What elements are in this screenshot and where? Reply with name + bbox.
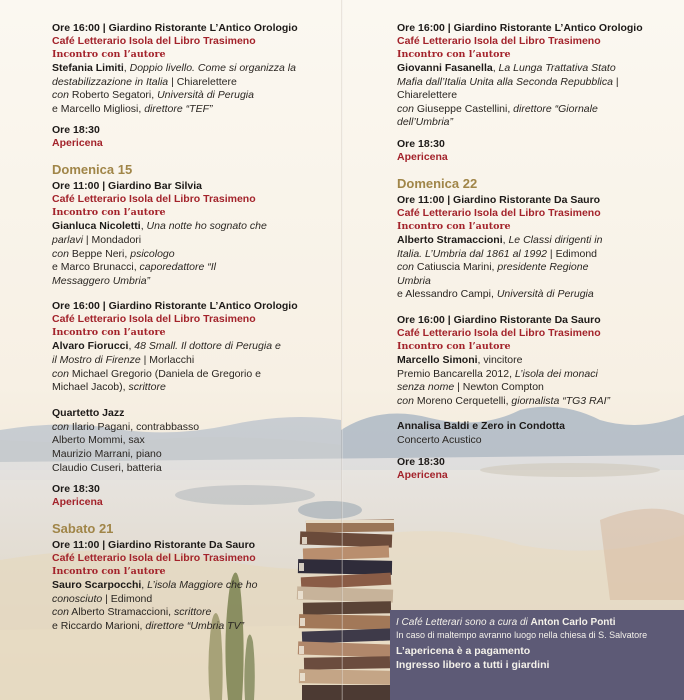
event-stefania-limiti (52, 22, 337, 150)
musician: Maurizio Marrani, piano (52, 447, 162, 460)
with-label: con (52, 247, 69, 260)
book-title: 48 Small. Il dottore di Perugia e il Mostro di Firenze (52, 340, 281, 366)
event-time: Ore 16:00 | Giardino Ristorante L’Antico Orologio (52, 300, 298, 313)
curator-prefix: I Café Letterari sono a cura di (396, 617, 528, 628)
guest-role: direttore “Umbria TV” (145, 619, 244, 632)
with-label: con (52, 420, 69, 433)
info-box (390, 610, 684, 700)
event-cafe: Café Letterario Isola del Libro Trasimeno (397, 326, 601, 339)
bad-weather-note: In caso di maltempo avranno luogo nella chiesa di S. Salvatore (396, 630, 648, 640)
with-label: con (52, 89, 69, 102)
apericena-label: Apericena (397, 150, 448, 163)
book-title: L’isola Maggiore che ho conosciuto (52, 579, 258, 605)
author-name: Giovanni Fasanella (397, 62, 493, 74)
guest-role: caporedattore “Il Messaggero Umbria” (52, 261, 217, 287)
prize: Premio Bancarella 2012, (397, 367, 512, 380)
with-label: con (397, 102, 414, 115)
musicians-list (52, 421, 337, 475)
author-name: Alvaro Fiorucci (52, 340, 129, 353)
apericena-label: Apericena (397, 468, 448, 481)
event-type: Incontro con l’autore (397, 220, 511, 232)
left-column (52, 22, 337, 645)
event-alberto-stramaccioni (397, 194, 677, 302)
event-quartetto-jazz (52, 407, 337, 509)
guest-role: scrittore (128, 381, 166, 394)
right-column (397, 22, 677, 494)
author-name: Stefania Limiti (52, 62, 124, 74)
musician: Alberto Mommi, sax (52, 434, 145, 447)
book-title: Doppio livello. Come si organizza la destabilizzazione in Italia (52, 62, 296, 88)
apericena-payment-note: L’apericena è a pagamento (396, 645, 531, 657)
event-cafe: Café Letterario Isola del Libro Trasimeno (52, 35, 256, 47)
event-cafe: Café Letterario Isola del Libro Trasimeno (52, 193, 256, 206)
publisher: Newton Compton (462, 381, 544, 394)
event-time: Ore 16:00 | Giardino Ristorante Da Sauro (397, 313, 601, 326)
concert-title: Annalisa Baldi e Zero in Condotta (397, 420, 566, 433)
and-label: e (52, 261, 58, 274)
author-name: Marcello Simoni (397, 353, 478, 366)
with-label: con (52, 367, 69, 380)
publisher: Chiarelettere (176, 75, 237, 88)
event-type: Incontro con l’autore (397, 49, 511, 60)
event-type: Incontro con l’autore (52, 566, 166, 578)
guest-name: Alberto Stramaccioni, (71, 606, 172, 619)
event-description: Giovanni Fasanella, La Lunga Trattativa Stato Mafia dall’Italia Unita alla Seconda Repubblica | Chiarelettere con Giuseppe Castellini, direttore “Giornale dell’Umbria” (397, 62, 619, 129)
guest-name: Moreno Cerquetelli, (416, 394, 509, 407)
event-description: Sauro Scarpocchi, L’isola Maggiore che ho conosciuto | Edimond con Alberto Stramaccioni, scrittore e Riccardo Marioni, direttore “Umbria TV” (52, 579, 258, 632)
event-type: Incontro con l’autore (397, 340, 511, 352)
event-description: Marcello Simoni, vincitore Premio Bancarella 2012, L’isola dei monaci senza nome | Newton Compton con Moreno Cerquetelli, giornalista “TG3 RAI” (397, 353, 611, 407)
event-marcello-simoni (397, 314, 677, 408)
event-type: Incontro con l’autore (52, 207, 166, 219)
book-title: Una notte ho sognato che parlavi (52, 220, 267, 246)
guest-name: Catiuscia Marini, (416, 261, 495, 274)
event-time: Ore 16:00 | Giardino Ristorante L’Antico Orologio (397, 22, 643, 34)
guest-name: Alessandro Campi, (405, 288, 494, 301)
event-description: Gianluca Nicoletti, Una notte ho sognato che parlavi | Mondadori con Beppe Neri, psicologo e Marco Brunacci, caporedattore “Il Messaggero Umbria” (52, 220, 267, 287)
with-label: con (397, 394, 414, 407)
apericena-time: Ore 18:30 (397, 455, 445, 468)
apericena-label: Apericena (52, 137, 103, 150)
book-title: La Lunga Trattativa Stato Mafia dall’Italia Unita alla Seconda Repubblica (397, 62, 616, 88)
event-cafe: Café Letterario Isola del Libro Trasimeno (52, 552, 256, 565)
event-type: Incontro con l’autore (52, 327, 166, 339)
guest-role: direttore “TEF” (144, 102, 213, 115)
event-annalisa-baldi (397, 420, 677, 482)
page-fold (341, 0, 343, 700)
guest-name: Riccardo Marioni, (60, 619, 143, 632)
event-time: Ore 16:00 | Giardino Ristorante L’Antico Orologio (52, 22, 298, 34)
guest-role: giornalista “TG3 RAI” (511, 394, 611, 407)
guest-name: Marco Brunacci, (60, 261, 137, 274)
guest-role: Università di Perugia (496, 288, 594, 301)
book-title: Le Classi dirigenti in Italia. L’Umbria dal 1861 al 1992 (397, 233, 603, 260)
event-time: Ore 11:00 | Giardino Bar Silvia (52, 180, 203, 193)
and-label: e (52, 619, 58, 632)
author-name: Sauro Scarpocchi (52, 579, 142, 592)
event-cafe: Café Letterario Isola del Libro Trasimeno (397, 35, 601, 47)
apericena-label: Apericena (52, 496, 103, 509)
event-time: Ore 11:00 | Giardino Ristorante Da Sauro (52, 539, 256, 552)
guest-role: presidente Regione Umbria (397, 261, 589, 287)
concert-subtitle: Concerto Acustico (397, 434, 482, 447)
guest-role: psicologo (130, 247, 175, 260)
event-time: Ore 11:00 | Giardino Ristorante Da Sauro (397, 193, 601, 206)
guest-name: Giuseppe Castellini, (416, 102, 511, 115)
publisher: Edimond (555, 247, 598, 260)
event-description: Stefania Limiti, Doppio livello. Come si organizza la destabilizzazione in Italia | Chiarelettere con Roberto Segatori, Università di Perugia e Marcello Migliosi, direttore “TEF” (52, 62, 296, 115)
author-name: Alberto Stramaccioni (397, 233, 503, 246)
musician: Claudio Cuseri, batteria (52, 461, 162, 474)
guest-role: direttore “Giornale dell’Umbria” (397, 102, 598, 129)
guest-name: Roberto Segatori, (71, 89, 155, 102)
apericena-time: Ore 18:30 (397, 137, 445, 150)
event-description: Alberto Stramaccioni, Le Classi dirigenti in Italia. L’Umbria dal 1861 al 1992 | Edimond con Catiuscia Marini, presidente Regione Umbria e Alessandro Campi, Università di Perugia (397, 233, 603, 301)
author-name: Gianluca Nicoletti (52, 220, 141, 233)
guest-role: Università di Perugia (157, 89, 254, 102)
day-heading: Domenica 15 (52, 162, 133, 178)
and-label: e (397, 288, 403, 301)
guest-name: Beppe Neri, (71, 247, 128, 260)
and-label: e (52, 102, 58, 115)
guest-role: scrittore (174, 606, 212, 619)
day-heading: Domenica 22 (397, 175, 478, 191)
free-entry-note: Ingresso libero a tutti i giardini (396, 659, 550, 671)
event-description: Alvaro Fiorucci, 48 Small. Il dottore di Perugia e il Mostro di Firenze | Morlacchi con Michael Gregorio (Daniela de Gregorio e Michael Jacob), scrittore (52, 340, 281, 394)
publisher: Edimond (110, 592, 153, 605)
day-heading: Sabato 21 (52, 521, 114, 537)
event-giovanni-fasanella (397, 22, 677, 164)
concert-title: Quartetto Jazz (52, 406, 125, 419)
with-label: con (52, 606, 69, 619)
musician: Ilario Pagani, contrabbasso (71, 420, 200, 433)
event-gianluca-nicoletti (52, 180, 337, 288)
event-cafe: Café Letterario Isola del Libro Trasimeno (397, 206, 601, 219)
publisher: Chiarelettere (397, 89, 458, 102)
with-label: con (397, 261, 414, 274)
apericena-time: Ore 18:30 (52, 483, 100, 496)
publisher: Morlacchi (149, 353, 195, 366)
event-alvaro-fiorucci (52, 300, 337, 394)
event-type: Incontro con l’autore (52, 49, 166, 60)
guest-name: Marcello Migliosi, (60, 102, 142, 115)
event-cafe: Café Letterario Isola del Libro Trasimeno (52, 313, 256, 326)
book-title: L’isola dei monaci senza nome (397, 367, 598, 394)
winner-label: vincitore (483, 353, 523, 366)
curator-name: Anton Carlo Ponti (530, 617, 616, 628)
event-sauro-scarpocchi (52, 539, 337, 633)
guest-name: Michael Gregorio (Daniela de Gregorio e Michael Jacob), (52, 367, 261, 394)
curator-line (396, 616, 684, 629)
publisher: Mondadori (91, 233, 142, 246)
apericena-time: Ore 18:30 (52, 124, 100, 137)
